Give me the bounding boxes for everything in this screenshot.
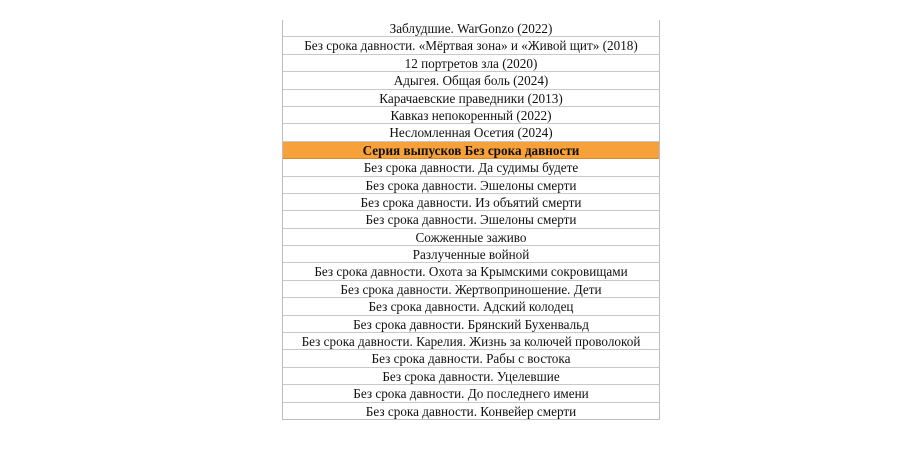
table-row: Кавказ непокоренный (2022) [283, 107, 659, 124]
table-row: Без срока давности. Эшелоны смерти [283, 211, 659, 228]
table-row: Без срока давности. Рабы с востока [283, 350, 659, 367]
table-row: Без срока давности. Эшелоны смерти [283, 177, 659, 194]
table-row: Заблудшие. WarGonzo (2022) [283, 20, 659, 37]
table-row: Без срока давности. Уцелевшие [283, 368, 659, 385]
table-row: Без срока давности. Жертвоприношение. Дети [283, 281, 659, 298]
table-row: Карачаевские праведники (2013) [283, 90, 659, 107]
table-row: Адыгея. Общая боль (2024) [283, 72, 659, 89]
table-row: Без срока давности. Да судимы будете [283, 159, 659, 176]
table-row: Без срока давности. Конвейер смерти [283, 403, 659, 420]
table-row: Без срока давности. Карелия. Жизнь за колючей проволокой [283, 333, 659, 350]
table-row: Несломленная Осетия (2024) [283, 124, 659, 141]
table-row: Сожженные заживо [283, 229, 659, 246]
table-row: Без срока давности. Из объятий смерти [283, 194, 659, 211]
table-row: Без срока давности. Охота за Крымскими сокровищами [283, 263, 659, 280]
table-row: Без срока давности. Адский колодец [283, 298, 659, 315]
table-row: Без срока давности. «Мёртвая зона» и «Живой щит» (2018) [283, 37, 659, 54]
table-row: 12 портретов зла (2020) [283, 55, 659, 72]
film-list-table [282, 20, 660, 420]
table-row: Без срока давности. До последнего имени [283, 385, 659, 402]
series-header-row: Серия выпусков Без срока давности [283, 142, 659, 159]
table-row: Разлученные войной [283, 246, 659, 263]
table-row: Без срока давности. Брянский Бухенвальд [283, 316, 659, 333]
